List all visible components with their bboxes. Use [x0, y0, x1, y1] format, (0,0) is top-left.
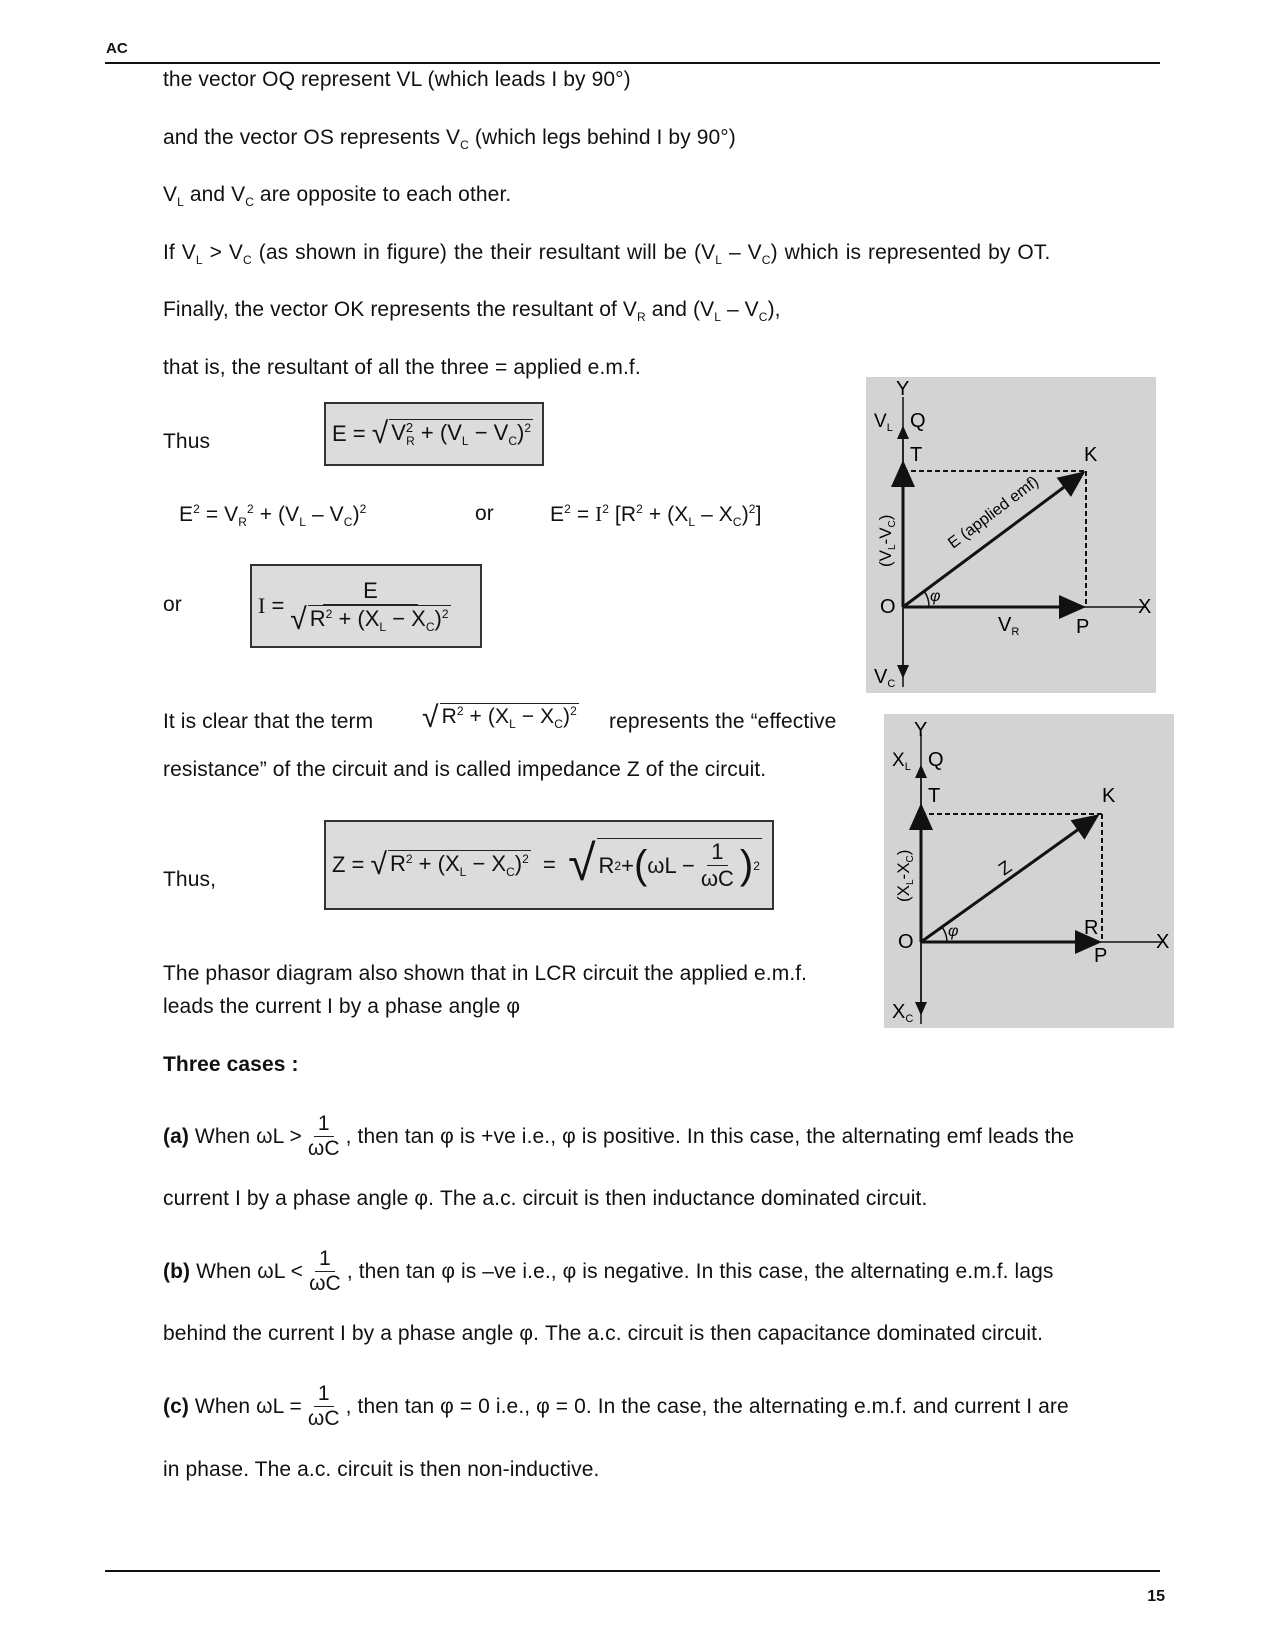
text-line: If $V_L > V_C$ (as shown in figure) the their resultant will be $(V_L - V_C)$ which is represented by OT.	[163, 241, 1051, 267]
svg-text:Q: Q	[910, 410, 926, 432]
svg-text:P: P	[1076, 616, 1090, 638]
text-line: $V_L$ and $V_C$ are opposite to each other.	[163, 183, 512, 209]
equation-e2-current: $E^2 = I^2$ $[R^2 + (X_L - X_C)^2]$	[550, 502, 762, 529]
svg-text:φ: φ	[948, 923, 959, 940]
svg-text:R: R	[1084, 917, 1099, 939]
header-rule	[105, 62, 1160, 64]
svg-text:K: K	[1102, 785, 1116, 807]
case-c: (c) When ωL = $\frac{1}{\omega C}$ , then tan φ = 0 i.e., φ = 0. In the case, the alternating e.m.f. and current I are	[163, 1382, 1069, 1430]
svg-text:XL: $X_L$	[892, 750, 911, 773]
svg-text:(XL-XC): $(X_L-X_C)$	[894, 849, 916, 902]
label-or: or	[475, 502, 494, 525]
formula-E-box: E = √ $V^2_R + (V_L - V_C)^2$	[324, 402, 544, 466]
svg-text:P: P	[1094, 945, 1108, 967]
svg-text:Z: Z	[994, 856, 1016, 880]
footer-rule	[105, 1570, 1160, 1572]
label-thus: Thus,	[163, 868, 217, 891]
case-a: (a) When ωL > $\frac{1}{\omega C}$ , then tan φ is +ve i.e., φ is positive. In this case, the alternating emf leads the	[163, 1112, 1075, 1160]
svg-text:T: T	[910, 444, 923, 466]
svg-text:XC: $X_C$	[892, 1001, 914, 1025]
text-line: resistance” of the circuit and is called impedance Z of the circuit.	[163, 758, 767, 781]
text-line: the vector OQ represent VL (which leads I by 90°)	[163, 68, 631, 91]
svg-text:X: X	[1138, 596, 1152, 618]
text-line: that is, the resultant of all the three = applied e.m.f.	[163, 356, 641, 379]
svg-text:O: O	[880, 596, 896, 618]
section-heading: Three cases :	[163, 1053, 299, 1076]
impedance-diagram	[884, 714, 1174, 1028]
svg-text:Y: Y	[914, 719, 928, 741]
phasor-diagram-voltage	[866, 377, 1156, 693]
label-or: or	[163, 593, 182, 616]
formula-effective-resistance: √ $R^2 + (X_L - X_C)^2$	[422, 701, 577, 734]
section-header: AC	[106, 40, 128, 57]
text-line: It is clear that the term	[163, 710, 374, 733]
svg-text:O: O	[898, 931, 914, 953]
label-y: Y	[896, 378, 910, 400]
case-c-cont: in phase. The a.c. circuit is then non-inductive.	[163, 1458, 600, 1481]
page-number: 15	[1147, 1588, 1165, 1605]
text-line: leads the current I by a phase angle φ	[163, 995, 521, 1018]
svg-text:φ: φ	[930, 588, 941, 605]
formula-I-box: I = E √ $R^2 + (X_L - X_C)^2$	[250, 564, 482, 648]
label-thus: Thus	[163, 430, 211, 453]
formula-Z-box: Z = √ $R^2 + (X_L - X_C)^2$ = √ R 2 + ( ωL − $\frac{1}{\omega C}$ ) 2	[324, 820, 774, 910]
case-b-cont: behind the current I by a phase angle φ. The a.c. circuit is then capacitance dominated circuit.	[163, 1322, 1044, 1345]
svg-text:T: T	[928, 785, 941, 807]
svg-text:X: X	[1156, 931, 1170, 953]
svg-text:K: K	[1084, 444, 1098, 466]
svg-text:VR: $V_R$	[998, 614, 1020, 638]
case-b: (b) When ωL < $\frac{1}{\omega C}$ , then tan φ is –ve i.e., φ is negative. In this case, the alternating e.m.f. lags	[163, 1247, 1054, 1295]
svg-text:E (applied emf): E (applied emf)	[945, 473, 1043, 553]
svg-text:Q: Q	[928, 749, 944, 771]
text-line: The phasor diagram also shown that in LCR circuit the applied e.m.f.	[163, 962, 808, 985]
svg-text:(VL-VC): $(V_L-V_C)$	[876, 514, 898, 567]
equation-e2-voltage: $E^2 = V_R^2 + (V_L - V_C)^2$	[179, 502, 367, 529]
case-a-cont: current I by a phase angle φ. The a.c. circuit is then inductance dominated circuit.	[163, 1187, 928, 1210]
text-line: Finally, the vector OK represents the resultant of $V_R$ and $(V_L - V_C)$,	[163, 298, 781, 324]
svg-text:VC: $V_C$	[874, 666, 896, 690]
text-line: and the vector OS represents $V_C$ (which legs behind I by 90°)	[163, 126, 736, 152]
svg-text:VL: $V_L$	[874, 411, 893, 434]
text-line: represents the “effective	[609, 710, 837, 733]
